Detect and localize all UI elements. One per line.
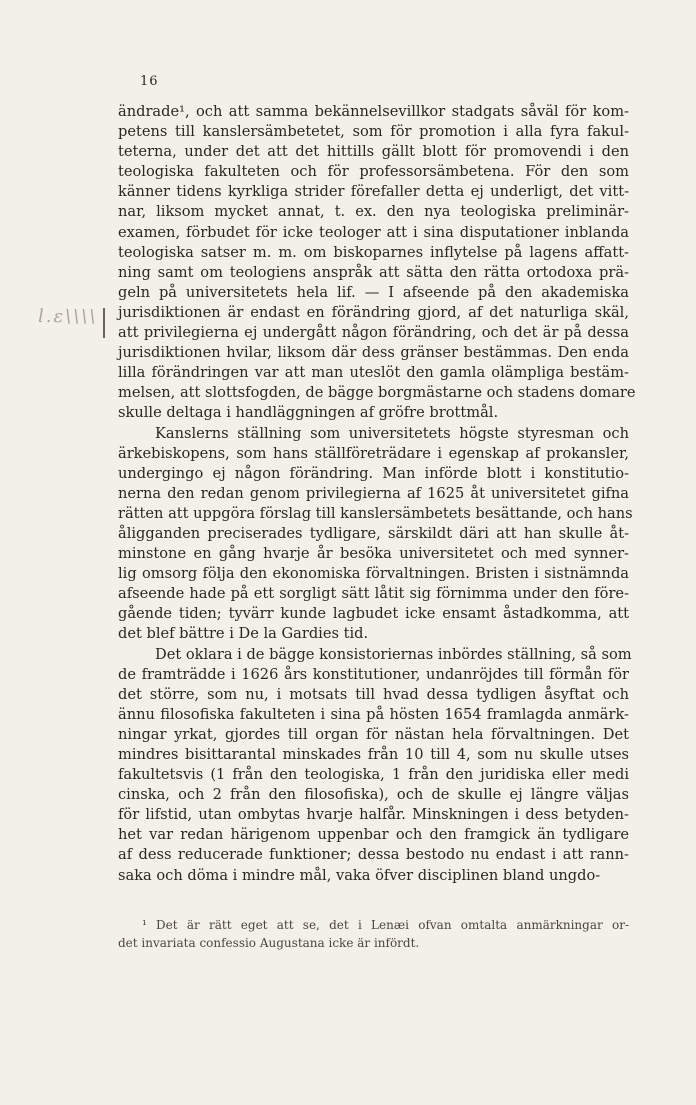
text-line: nar, liksom mycket annat, t. ex. den nya teologiska preliminär- — [118, 203, 629, 221]
text-line: att privilegierna ej undergått någon förändring, och det är på dessa — [118, 324, 629, 342]
text-line: åligganden preciserades tydligare, särskildt däri att han skulle åt- — [118, 524, 629, 542]
text-line: ännu filosofiska fakulteten i sina på hösten 1654 framlagda anmärk- — [118, 705, 629, 723]
margin-bracket — [103, 308, 105, 338]
text-line: skulle deltaga i handläggningen af gröfre brottmål. — [118, 404, 499, 422]
text-line: jurisdiktionen hvilar, liksom där dess gränser bestämmas. Den enda — [118, 344, 629, 362]
text-line: cinska, och 2 från den filosofiska), och de skulle ej längre väljas — [118, 786, 629, 804]
footnote-line: ¹ Det är rätt eget att se, det i Lenæi ofvan omtalta anmärkningar or- — [142, 918, 629, 932]
text-line: ning samt om teologiens anspråk att sätta den rätta ortodoxa prä- — [118, 263, 629, 281]
footnote — [118, 916, 629, 952]
text-line: examen, förbudet för icke teologer att i sina disputationer inblanda — [118, 223, 629, 241]
text-line: de framträdde i 1626 års konstitutioner, undanröjdes till förmån för — [118, 665, 629, 683]
text-line: för lifstid, utan ombytas hvarje halfår. Minskningen i dess betyden- — [118, 806, 629, 824]
text-line: undergingo ej någon förändring. Man införde blott i konstitutio- — [118, 464, 629, 482]
page-number: 16 — [140, 74, 159, 89]
text-line: det blef bättre i De la Gardies tid. — [118, 625, 369, 643]
text-line: det större, som nu, i motsats till hvad dessa tydligen åsyftat och — [118, 685, 629, 703]
text-line: teterna, under det att det hittills gällt blott för promovendi i den — [118, 143, 629, 161]
text-line: het var redan härigenom uppenbar och den framgick än tydligare — [118, 826, 629, 844]
body-text — [118, 102, 636, 886]
text-line: saka och döma i mindre mål, vaka öfver disciplinen bland ungdo- — [118, 866, 601, 884]
text-line: teologiska satser m. m. om biskoparnes inflytelse på lagens affatt- — [118, 243, 629, 261]
text-line: Kanslerns ställning som universitetets högste styresman och — [155, 424, 629, 442]
text-line: petens till kanslersämbetetet, som för promotion i alla fyra fakul- — [118, 123, 629, 141]
text-line: minstone en gång hvarje år besöka universitetet och med synner- — [118, 545, 629, 563]
text-line: nerna den redan genom privilegierna af 1625 åt universitetet gifna — [118, 484, 629, 502]
text-line: Det oklara i de bägge konsistoriernas inbördes ställning, så som — [155, 645, 632, 663]
text-line: känner tidens kyrkliga strider förefaller detta ej underligt, det vitt- — [118, 183, 629, 201]
text-line: gående tiden; tyvärr kunde lagbudet icke ensamt åstadkomma, att — [118, 605, 629, 623]
text-line: ärkebiskopens, som hans ställföreträdare i egenskap af prokansler, — [118, 444, 629, 462]
text-line: mindres bisittarantal minskades från 10 till 4, som nu skulle utses — [118, 746, 629, 763]
text-line: lilla förändringen var att man uteslöt den gamla olämpliga bestäm- — [118, 364, 629, 382]
text-line: jurisdiktionen är endast en förändring gjord, af det naturliga skäl, — [118, 303, 629, 321]
text-line: ningar yrkat, gjordes till organ för nästan hela förvaltningen. Det — [118, 725, 629, 743]
text-line: lig omsorg följa den ekonomiska förvaltningen. Bristen i sistnämnda — [118, 565, 629, 583]
text-line: geln på universitetets hela lif. — I afseende på den akademiska — [118, 283, 629, 301]
text-line: fakultetsvis (1 från den teologiska, 1 från den juridiska eller medi — [118, 766, 629, 784]
text-line: melsen, att slottsfogden, de bägge borgmästarne och stadens domare — [118, 384, 636, 402]
text-line: afseende hade på ett sorgligt sätt låtit sig förnimma under den före- — [118, 585, 629, 603]
margin-annotation: l.ɛ\\\\ — [38, 306, 98, 327]
text-line: rätten att uppgöra förslag till kanslersämbetets besättande, och hans — [118, 504, 633, 522]
footnote-line: det invariata confessio Augustana icke är infördt. — [118, 936, 420, 950]
text-line: af dess reducerade funktioner; dessa bestodo nu endast i att rann- — [118, 846, 629, 864]
text-line: teologiska fakulteten och för professorsämbetena. För den som — [118, 163, 629, 181]
text-line: ändrade¹, och att samma bekännelsevillkor stadgats såväl för kom- — [118, 103, 629, 120]
